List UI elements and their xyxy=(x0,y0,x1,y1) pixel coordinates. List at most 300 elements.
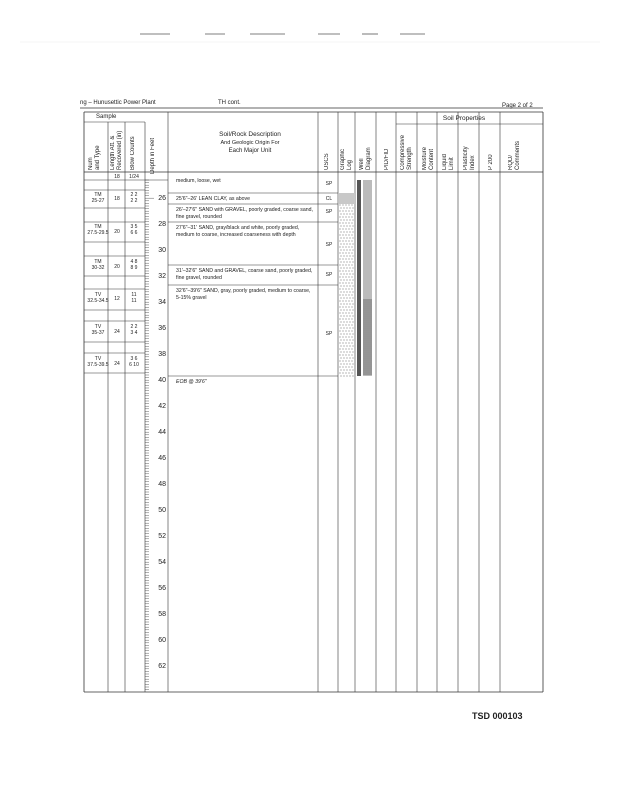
blow-counts-header: Blow Counts xyxy=(130,136,136,170)
graphic-sand-dot xyxy=(340,367,341,368)
graphic-sand-dot xyxy=(346,235,347,236)
graphic-sand-dot xyxy=(343,373,344,374)
graphic-sand-dot xyxy=(340,319,341,320)
graphic-sand-dot xyxy=(347,304,348,305)
soil-properties-header: Soil Properties xyxy=(442,115,486,122)
graphic-sand-dot xyxy=(340,253,341,254)
graphic-sand-dot xyxy=(353,304,354,305)
graphic-sand-dot xyxy=(349,235,350,236)
graphic-sand-dot xyxy=(347,214,348,215)
sample-blow-counts: 2 2 3 4 xyxy=(130,324,138,336)
sample-id: TM 27.5-29.5 xyxy=(87,224,109,236)
graphic-sand-dot xyxy=(347,208,348,209)
graphic-sand-dot xyxy=(343,367,344,368)
sample-blow-counts: 3 6 6 10 xyxy=(129,356,139,368)
depth-label: 38 xyxy=(158,351,166,358)
graphic-sand-dot xyxy=(350,358,351,359)
graphic-sand-dot xyxy=(344,292,345,293)
depth-label: 56 xyxy=(158,585,166,592)
depth-label: 60 xyxy=(158,637,166,644)
graphic-sand-dot xyxy=(346,283,347,284)
moisture-content-header: Moisture Content xyxy=(422,146,435,170)
depth-label: 48 xyxy=(158,481,166,488)
graphic-sand-dot xyxy=(352,277,353,278)
graphic-sand-dot xyxy=(353,208,354,209)
graphic-sand-dot xyxy=(346,289,347,290)
graphic-sand-dot xyxy=(341,250,342,251)
sample-recovery: 20 xyxy=(114,229,120,235)
graphic-sand-dot xyxy=(352,235,353,236)
graphic-sand-dot xyxy=(343,205,344,206)
graphic-sand-dot xyxy=(344,364,345,365)
graphic-sand-dot xyxy=(341,322,342,323)
graphic-sand-dot xyxy=(346,211,347,212)
graphic-sand-dot xyxy=(347,220,348,221)
graphic-sand-dot xyxy=(343,211,344,212)
graphic-sand-dot xyxy=(340,283,341,284)
graphic-sand-dot xyxy=(343,295,344,296)
uscs-header: USCS xyxy=(324,153,330,170)
graphic-sand-dot xyxy=(344,334,345,335)
graphic-sand-dot xyxy=(352,289,353,290)
project-title: ng – Hunusettic Power Plant xyxy=(80,100,156,106)
graphic-sand-dot xyxy=(341,268,342,269)
graphic-sand-dot xyxy=(350,316,351,317)
graphic-sand-dot xyxy=(350,232,351,233)
graphic-sand-dot xyxy=(340,235,341,236)
graphic-sand-dot xyxy=(347,340,348,341)
graphic-sand-dot xyxy=(346,355,347,356)
soil-description: 31'–32'6" SAND and GRAVEL, coarse sand, poorly graded, fine gravel, rounded xyxy=(176,268,313,281)
graphic-sand-dot xyxy=(352,271,353,272)
graphic-sand-dot xyxy=(349,229,350,230)
graphic-sand-dot xyxy=(349,307,350,308)
graphic-sand-dot xyxy=(343,283,344,284)
graphic-sand-dot xyxy=(349,319,350,320)
graphic-sand-dot xyxy=(340,301,341,302)
graphic-sand-dot xyxy=(347,316,348,317)
graphic-sand-dot xyxy=(341,208,342,209)
graphic-sand-dot xyxy=(347,376,348,377)
sample-id: TM 30-32 xyxy=(91,259,105,271)
graphic-sand-dot xyxy=(350,298,351,299)
compressive-strength-header: Compressive Strength xyxy=(400,134,413,170)
graphic-sand-dot xyxy=(350,334,351,335)
graphic-sand-dot xyxy=(343,229,344,230)
soil-description: 32'6"–39'6" SAND, gray, poorly graded, medium to coarse, 5-15% gravel xyxy=(176,288,311,301)
depth-label: 40 xyxy=(158,377,166,384)
graphic-sand-dot xyxy=(340,373,341,374)
graphic-sand-dot xyxy=(347,352,348,353)
graphic-sand-dot xyxy=(349,349,350,350)
graphic-sand-dot xyxy=(346,265,347,266)
sample-recovery: 12 xyxy=(114,296,120,302)
graphic-sand-dot xyxy=(344,316,345,317)
well-filter-pack xyxy=(363,180,372,376)
graphic-sand-dot xyxy=(344,358,345,359)
graphic-sand-dot xyxy=(340,229,341,230)
graphic-sand-dot xyxy=(350,220,351,221)
graphic-sand-dot xyxy=(349,289,350,290)
graphic-sand-dot xyxy=(344,328,345,329)
graphic-sand-dot xyxy=(347,370,348,371)
graphic-sand-dot xyxy=(343,289,344,290)
graphic-sand-dot xyxy=(341,316,342,317)
graphic-sand-dot xyxy=(350,352,351,353)
graphic-sand-dot xyxy=(344,286,345,287)
graphic-sand-dot xyxy=(341,346,342,347)
liquid-limit-header: Liquid Limit xyxy=(442,153,455,170)
rqd-comments-header: RQD/ Comments xyxy=(508,140,521,170)
graphic-sand-dot xyxy=(343,319,344,320)
graphic-sand-dot xyxy=(340,289,341,290)
graphic-sand-dot xyxy=(340,259,341,260)
depth-label: 34 xyxy=(158,299,166,306)
graphic-sand-dot xyxy=(350,346,351,347)
graphic-sand-dot xyxy=(352,361,353,362)
document-id: TSD 000103 xyxy=(472,711,523,721)
graphic-sand-dot xyxy=(352,229,353,230)
graphic-sand-dot xyxy=(349,223,350,224)
graphic-sand-dot xyxy=(344,340,345,341)
graphic-sand-dot xyxy=(353,250,354,251)
graphic-sand-dot xyxy=(349,253,350,254)
graphic-sand-dot xyxy=(340,361,341,362)
graphic-sand-dot xyxy=(346,325,347,326)
graphic-sand-dot xyxy=(344,310,345,311)
graphic-sand-dot xyxy=(346,337,347,338)
graphic-sand-dot xyxy=(341,364,342,365)
sample-recovery: 24 xyxy=(114,361,120,367)
graphic-sand-dot xyxy=(341,328,342,329)
graphic-sand-dot xyxy=(350,250,351,251)
graphic-sand-dot xyxy=(353,226,354,227)
graphic-sand-dot xyxy=(350,244,351,245)
graphic-sand-dot xyxy=(343,223,344,224)
graphic-sand-dot xyxy=(346,367,347,368)
graphic-sand-dot xyxy=(349,241,350,242)
graphic-sand-dot xyxy=(353,232,354,233)
graphic-sand-dot xyxy=(350,208,351,209)
graphic-sand-dot xyxy=(353,334,354,335)
graphic-sand-dot xyxy=(344,304,345,305)
graphic-sand-dot xyxy=(343,259,344,260)
graphic-sand-dot xyxy=(344,298,345,299)
graphic-sand-dot xyxy=(341,238,342,239)
sample-blow-counts: 2 2 2 2 xyxy=(130,192,138,204)
graphic-sand-dot xyxy=(347,334,348,335)
depth-label: 62 xyxy=(158,663,166,670)
graphic-sand-dot xyxy=(341,310,342,311)
graphic-sand-dot xyxy=(346,319,347,320)
graphic-sand-dot xyxy=(353,280,354,281)
graphic-sand-dot xyxy=(344,238,345,239)
uscs-code: SP xyxy=(325,242,333,248)
num-type-header: Num and Type xyxy=(88,145,101,170)
graphic-sand-dot xyxy=(350,364,351,365)
graphic-sand-dot xyxy=(352,325,353,326)
graphic-sand-dot xyxy=(343,349,344,350)
graphic-sand-dot xyxy=(349,277,350,278)
graphic-sand-dot xyxy=(341,352,342,353)
graphic-sand-dot xyxy=(344,250,345,251)
graphic-sand-dot xyxy=(346,361,347,362)
graphic-sand-dot xyxy=(353,220,354,221)
graphic-sand-dot xyxy=(347,244,348,245)
first-row-blow: 1/24 xyxy=(129,174,139,180)
graphic-sand-dot xyxy=(350,238,351,239)
graphic-sand-dot xyxy=(347,292,348,293)
depth-header: Depth in Feet xyxy=(150,137,156,174)
graphic-sand-dot xyxy=(343,271,344,272)
graphic-sand-dot xyxy=(346,295,347,296)
graphic-sand-dot xyxy=(347,310,348,311)
depth-label: 42 xyxy=(158,403,166,410)
graphic-sand-dot xyxy=(352,331,353,332)
description-subtitle-1: And Geologic Origin For xyxy=(220,140,280,146)
graphic-sand-dot xyxy=(353,256,354,257)
graphic-sand-dot xyxy=(340,265,341,266)
graphic-sand-dot xyxy=(346,301,347,302)
graphic-sand-dot xyxy=(352,241,353,242)
uscs-code: SP xyxy=(325,272,333,278)
graphic-sand-dot xyxy=(353,376,354,377)
graphic-sand-dot xyxy=(350,310,351,311)
graphic-sand-dot xyxy=(343,253,344,254)
graphic-sand-dot xyxy=(352,319,353,320)
graphic-sand-dot xyxy=(341,226,342,227)
graphic-sand-dot xyxy=(341,232,342,233)
graphic-sand-dot xyxy=(352,211,353,212)
graphic-sand-dot xyxy=(341,214,342,215)
graphic-sand-dot xyxy=(346,253,347,254)
graphic-sand-dot xyxy=(343,265,344,266)
graphic-sand-dot xyxy=(350,268,351,269)
graphic-sand-dot xyxy=(343,217,344,218)
graphic-sand-dot xyxy=(350,262,351,263)
depth-label: 44 xyxy=(158,429,166,436)
graphic-sand-dot xyxy=(347,256,348,257)
graphic-sand-dot xyxy=(349,343,350,344)
depth-label: 28 xyxy=(158,221,166,228)
graphic-sand-dot xyxy=(353,340,354,341)
graphic-sand-dot xyxy=(352,373,353,374)
graphic-sand-dot xyxy=(353,310,354,311)
graphic-sand-dot xyxy=(349,325,350,326)
graphic-sand-dot xyxy=(340,247,341,248)
graphic-sand-dot xyxy=(353,292,354,293)
graphic-sand-dot xyxy=(350,376,351,377)
graphic-sand-dot xyxy=(347,268,348,269)
graphic-sand-dot xyxy=(344,208,345,209)
graphic-sand-dot xyxy=(340,277,341,278)
graphic-sand-dot xyxy=(346,331,347,332)
uscs-code: CL xyxy=(325,196,333,202)
graphic-sand-dot xyxy=(341,358,342,359)
graphic-sand-dot xyxy=(350,256,351,257)
graphic-sand-dot xyxy=(353,364,354,365)
graphic-sand-dot xyxy=(344,322,345,323)
graphic-sand-dot xyxy=(346,277,347,278)
graphic-sand-dot xyxy=(347,262,348,263)
graphic-sand-dot xyxy=(346,217,347,218)
first-row-length: 18 xyxy=(114,174,120,180)
soil-description: 26'–27'6" SAND with GRAVEL, poorly graded, coarse sand, fine gravel, rounded xyxy=(176,207,313,220)
graphic-sand-dot xyxy=(352,247,353,248)
depth-label: 30 xyxy=(158,247,166,254)
graphic-sand-dot xyxy=(352,301,353,302)
graphic-sand-dot xyxy=(350,226,351,227)
depth-label: 58 xyxy=(158,611,166,618)
graphic-sand-dot xyxy=(346,349,347,350)
graphic-sand-dot xyxy=(347,232,348,233)
uscs-code: SP xyxy=(325,181,333,187)
graphic-sand-dot xyxy=(343,301,344,302)
graphic-sand-dot xyxy=(349,331,350,332)
graphic-sand-dot xyxy=(352,307,353,308)
graphic-sand-dot xyxy=(349,295,350,296)
graphic-sand-dot xyxy=(340,349,341,350)
depth-label: 54 xyxy=(158,559,166,566)
graphic-sand-dot xyxy=(341,376,342,377)
graphic-sand-dot xyxy=(340,271,341,272)
graphic-sand-dot xyxy=(349,367,350,368)
graphic-sand-dot xyxy=(350,370,351,371)
graphic-sand-dot xyxy=(349,217,350,218)
graphic-sand-dot xyxy=(340,241,341,242)
graphic-sand-dot xyxy=(352,223,353,224)
graphic-sand-dot xyxy=(347,328,348,329)
graphic-sand-dot xyxy=(340,307,341,308)
uscs-code: SP xyxy=(325,209,333,215)
description-title: Soil/Rock Description xyxy=(219,131,281,138)
depth-label: 26 xyxy=(158,195,166,202)
graphic-sand-dot xyxy=(341,244,342,245)
graphic-sand-dot xyxy=(350,322,351,323)
graphic-sand-dot xyxy=(350,286,351,287)
sample-blow-counts: 3 5 6 6 xyxy=(130,224,138,236)
graphic-sand-dot xyxy=(344,268,345,269)
plasticity-index-header: Plasticity Index xyxy=(463,146,476,170)
graphic-sand-dot xyxy=(346,229,347,230)
graphic-sand-dot xyxy=(347,364,348,365)
graphic-sand-dot xyxy=(346,373,347,374)
graphic-sand-dot xyxy=(346,343,347,344)
well-diagram-header: Well Diagram xyxy=(359,147,372,170)
sample-recovery: 18 xyxy=(114,196,120,202)
graphic-sand-dot xyxy=(346,241,347,242)
graphic-sand-dot xyxy=(349,283,350,284)
graphic-sand-dot xyxy=(343,337,344,338)
graphic-sand-dot xyxy=(352,337,353,338)
graphic-sand-dot xyxy=(347,226,348,227)
graphic-sand-dot xyxy=(346,271,347,272)
sample-recovery: 24 xyxy=(114,329,120,335)
graphic-sand-dot xyxy=(349,301,350,302)
end-of-boring: EOB @ 39'6" xyxy=(176,379,207,385)
graphic-sand-dot xyxy=(344,226,345,227)
graphic-sand-dot xyxy=(352,313,353,314)
graphic-sand-dot xyxy=(340,343,341,344)
well-casing xyxy=(357,180,361,376)
graphic-sand-dot xyxy=(346,205,347,206)
sample-id: TV 35-37 xyxy=(91,324,105,336)
graphic-sand-dot xyxy=(341,370,342,371)
graphic-sand-dot xyxy=(352,253,353,254)
p200-header: P 200 xyxy=(488,154,494,170)
graphic-sand-dot xyxy=(343,355,344,356)
graphic-sand-dot xyxy=(340,223,341,224)
graphic-sand-dot xyxy=(352,367,353,368)
graphic-sand-dot xyxy=(353,328,354,329)
graphic-sand-dot xyxy=(343,277,344,278)
graphic-sand-dot xyxy=(340,211,341,212)
graphic-sand-dot xyxy=(341,340,342,341)
graphic-sand-dot xyxy=(344,232,345,233)
graphic-sand-dot xyxy=(353,268,354,269)
graphic-sand-dot xyxy=(350,274,351,275)
soil-description: 25'6"–26' LEAN CLAY, as above xyxy=(176,196,250,202)
depth-label: 36 xyxy=(158,325,166,332)
description-subtitle-2: Each Major Unit xyxy=(228,148,272,154)
sample-recovery: 20 xyxy=(114,264,120,270)
graphic-sand-dot xyxy=(353,322,354,323)
graphic-sand-dot xyxy=(347,358,348,359)
graphic-sand-dot xyxy=(340,205,341,206)
graphic-sand-dot xyxy=(352,259,353,260)
graphic-sand-dot xyxy=(353,214,354,215)
sample-blow-counts: 4 8 8 9 xyxy=(130,259,138,271)
graphic-sand-dot xyxy=(347,274,348,275)
graphic-sand-dot xyxy=(346,223,347,224)
graphic-sand-dot xyxy=(347,322,348,323)
graphic-sand-dot xyxy=(349,259,350,260)
graphic-sand-dot xyxy=(346,307,347,308)
graphic-sand-dot xyxy=(349,271,350,272)
graphic-sand-dot xyxy=(343,361,344,362)
depth-label: 32 xyxy=(158,273,166,280)
graphic-sand-dot xyxy=(341,274,342,275)
graphic-sand-dot xyxy=(353,238,354,239)
graphic-sand-dot xyxy=(353,262,354,263)
graphic-sand-dot xyxy=(349,211,350,212)
graphic-sand-dot xyxy=(341,280,342,281)
graphic-sand-dot xyxy=(353,274,354,275)
graphic-sand-dot xyxy=(344,220,345,221)
depth-label: 52 xyxy=(158,533,166,540)
graphic-sand-dot xyxy=(352,283,353,284)
graphic-sand-dot xyxy=(344,370,345,371)
graphic-sand-dot xyxy=(340,295,341,296)
graphic-sand-dot xyxy=(341,286,342,287)
graphic-sand-dot xyxy=(343,241,344,242)
graphic-sand-dot xyxy=(352,343,353,344)
graphic-sand-dot xyxy=(344,352,345,353)
graphic-log-header: Graphic Log xyxy=(340,148,353,170)
graphic-sand-dot xyxy=(341,292,342,293)
graphic-sand-dot xyxy=(341,256,342,257)
sample-group-header: Sample xyxy=(96,114,117,120)
graphic-sand-dot xyxy=(353,370,354,371)
page-number: Page 2 of 2 xyxy=(502,103,533,109)
graphic-sand-dot xyxy=(344,214,345,215)
graphic-sand-dot xyxy=(344,346,345,347)
graphic-sand-dot xyxy=(340,325,341,326)
graphic-sand-dot xyxy=(350,328,351,329)
graphic-sand-dot xyxy=(353,352,354,353)
graphic-clay xyxy=(339,193,355,204)
graphic-sand-dot xyxy=(352,349,353,350)
